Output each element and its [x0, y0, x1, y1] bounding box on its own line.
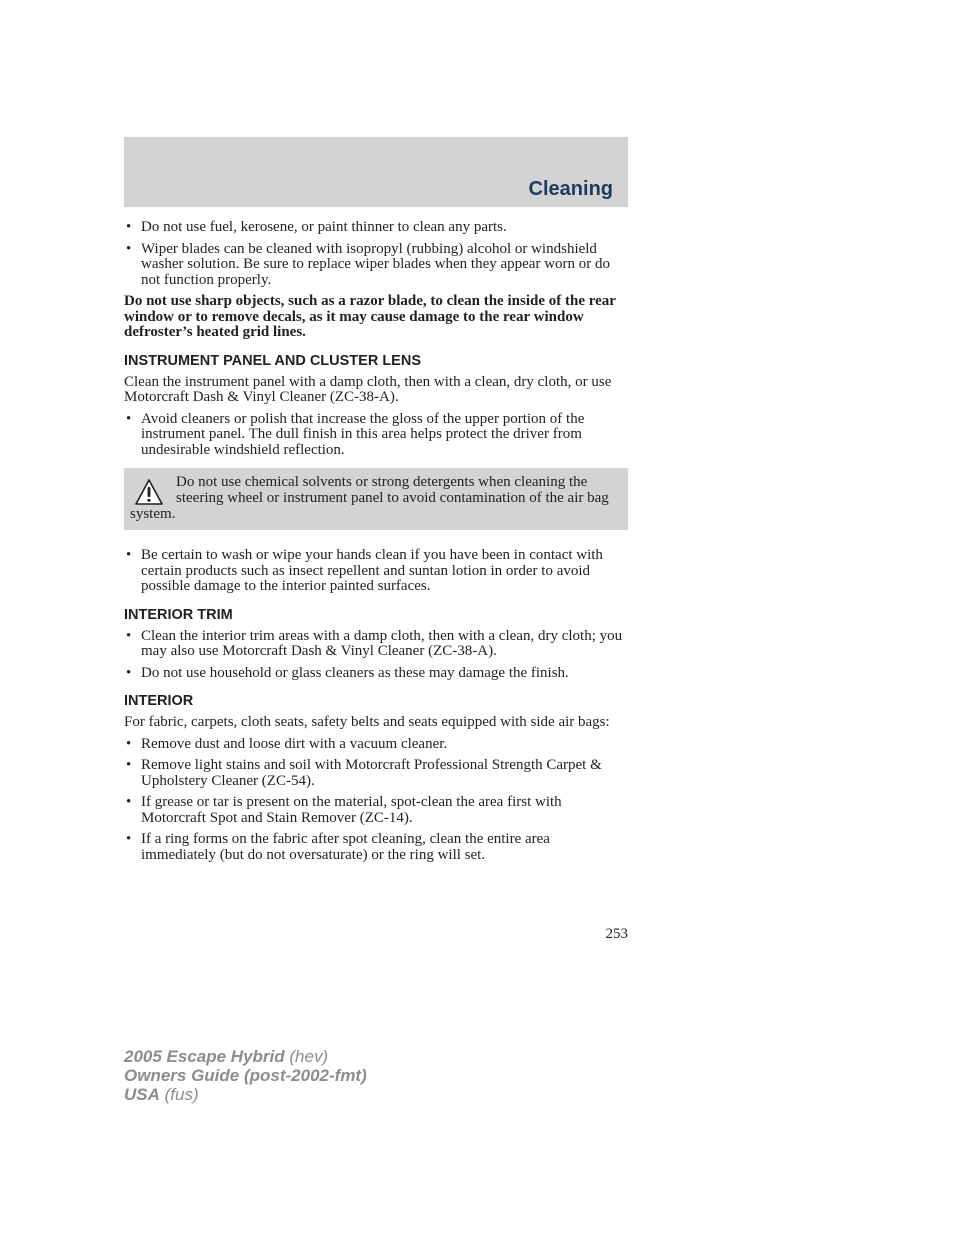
list-item: • Remove dust and loose dirt with a vacuum cleaner. [124, 737, 628, 753]
footer-market: USA [124, 1085, 160, 1104]
footer-line-2 [124, 1066, 367, 1085]
list-item: • Avoid cleaners or polish that increase the gloss of the upper portion of the instrument panel. The dull finish in this area helps protect the driver from undesirable windshield reflection. [124, 412, 628, 459]
list-item: • Do not use fuel, kerosene, or paint thinner to clean any parts. [124, 220, 628, 236]
footer-line-3 [124, 1085, 367, 1104]
heading-instrument-panel: INSTRUMENT PANEL AND CLUSTER LENS [124, 352, 421, 369]
caution-box [124, 468, 628, 530]
heading-interior: INTERIOR [124, 693, 194, 709]
list-item: • Wiper blades can be cleaned with isopropyl (rubbing) alcohol or windshield washer solution. Be sure to replace wiper blades when they appear worn or do not function properly. [124, 242, 628, 289]
footer-market-code: (fus) [159, 1085, 199, 1104]
footer-line-1 [124, 1047, 367, 1066]
section-title: Cleaning [528, 178, 613, 200]
footer-model-code: (hev) [284, 1047, 329, 1066]
heading-interior-trim: INTERIOR TRIM [124, 606, 233, 623]
section-header-band [124, 137, 628, 207]
bold-warning: Do not use sharp objects, such as a razor blade, to clean the inside of the rear window or to remove decals, as it may cause damage to the rear window defroster’s heated grid lines. [124, 293, 616, 340]
instrument-panel-intro: Clean the instrument panel with a damp cloth, then with a clean, dry cloth, or use Motorcraft Dash & Vinyl Cleaner (ZC-38-A). [124, 373, 612, 405]
footer-guide: Owners Guide (post-2002-fmt) [124, 1066, 367, 1085]
top-bullet-list [124, 220, 628, 288]
instrument-panel-bullets [124, 412, 628, 459]
list-item: • Clean the interior trim areas with a damp cloth, then with a clean, dry cloth; you may also use Motorcraft Dash & Vinyl Cleaner (ZC-38-A). [124, 629, 628, 660]
list-item: • If grease or tar is present on the material, spot-clean the area first with Motorcraft Spot and Stain Remover (ZC-14). [124, 795, 628, 826]
footer-model: 2005 Escape Hybrid [124, 1047, 285, 1066]
list-item: • Remove light stains and soil with Motorcraft Professional Strength Carpet & Upholstery Cleaner (ZC-54). [124, 758, 628, 789]
list-item: • Do not use household or glass cleaners as these may damage the finish. [124, 666, 628, 682]
list-item: • If a ring forms on the fabric after spot cleaning, clean the entire area immediately (but do not oversaturate) or the ring will set. [124, 832, 628, 863]
interior-trim-bullets [124, 629, 628, 682]
document-footer [124, 1047, 367, 1104]
list-item: • Be certain to wash or wipe your hands clean if you have been in contact with certain products such as insect repellent and suntan lotion in order to avoid possible damage to the interior painted surfaces. [124, 548, 628, 595]
interior-intro: For fabric, carpets, cloth seats, safety belts and seats equipped with side air bags: [124, 714, 610, 730]
warning-triangle-icon [134, 478, 164, 506]
caution-text: Do not use chemical solvents or strong detergents when cleaning the steering wheel or instrument panel to avoid contamination of the air bag system. [130, 474, 609, 522]
page-content [124, 220, 628, 869]
interior-bullets [124, 737, 628, 864]
instrument-panel-bullets-after [124, 548, 628, 595]
page-number: 253 [605, 926, 628, 942]
